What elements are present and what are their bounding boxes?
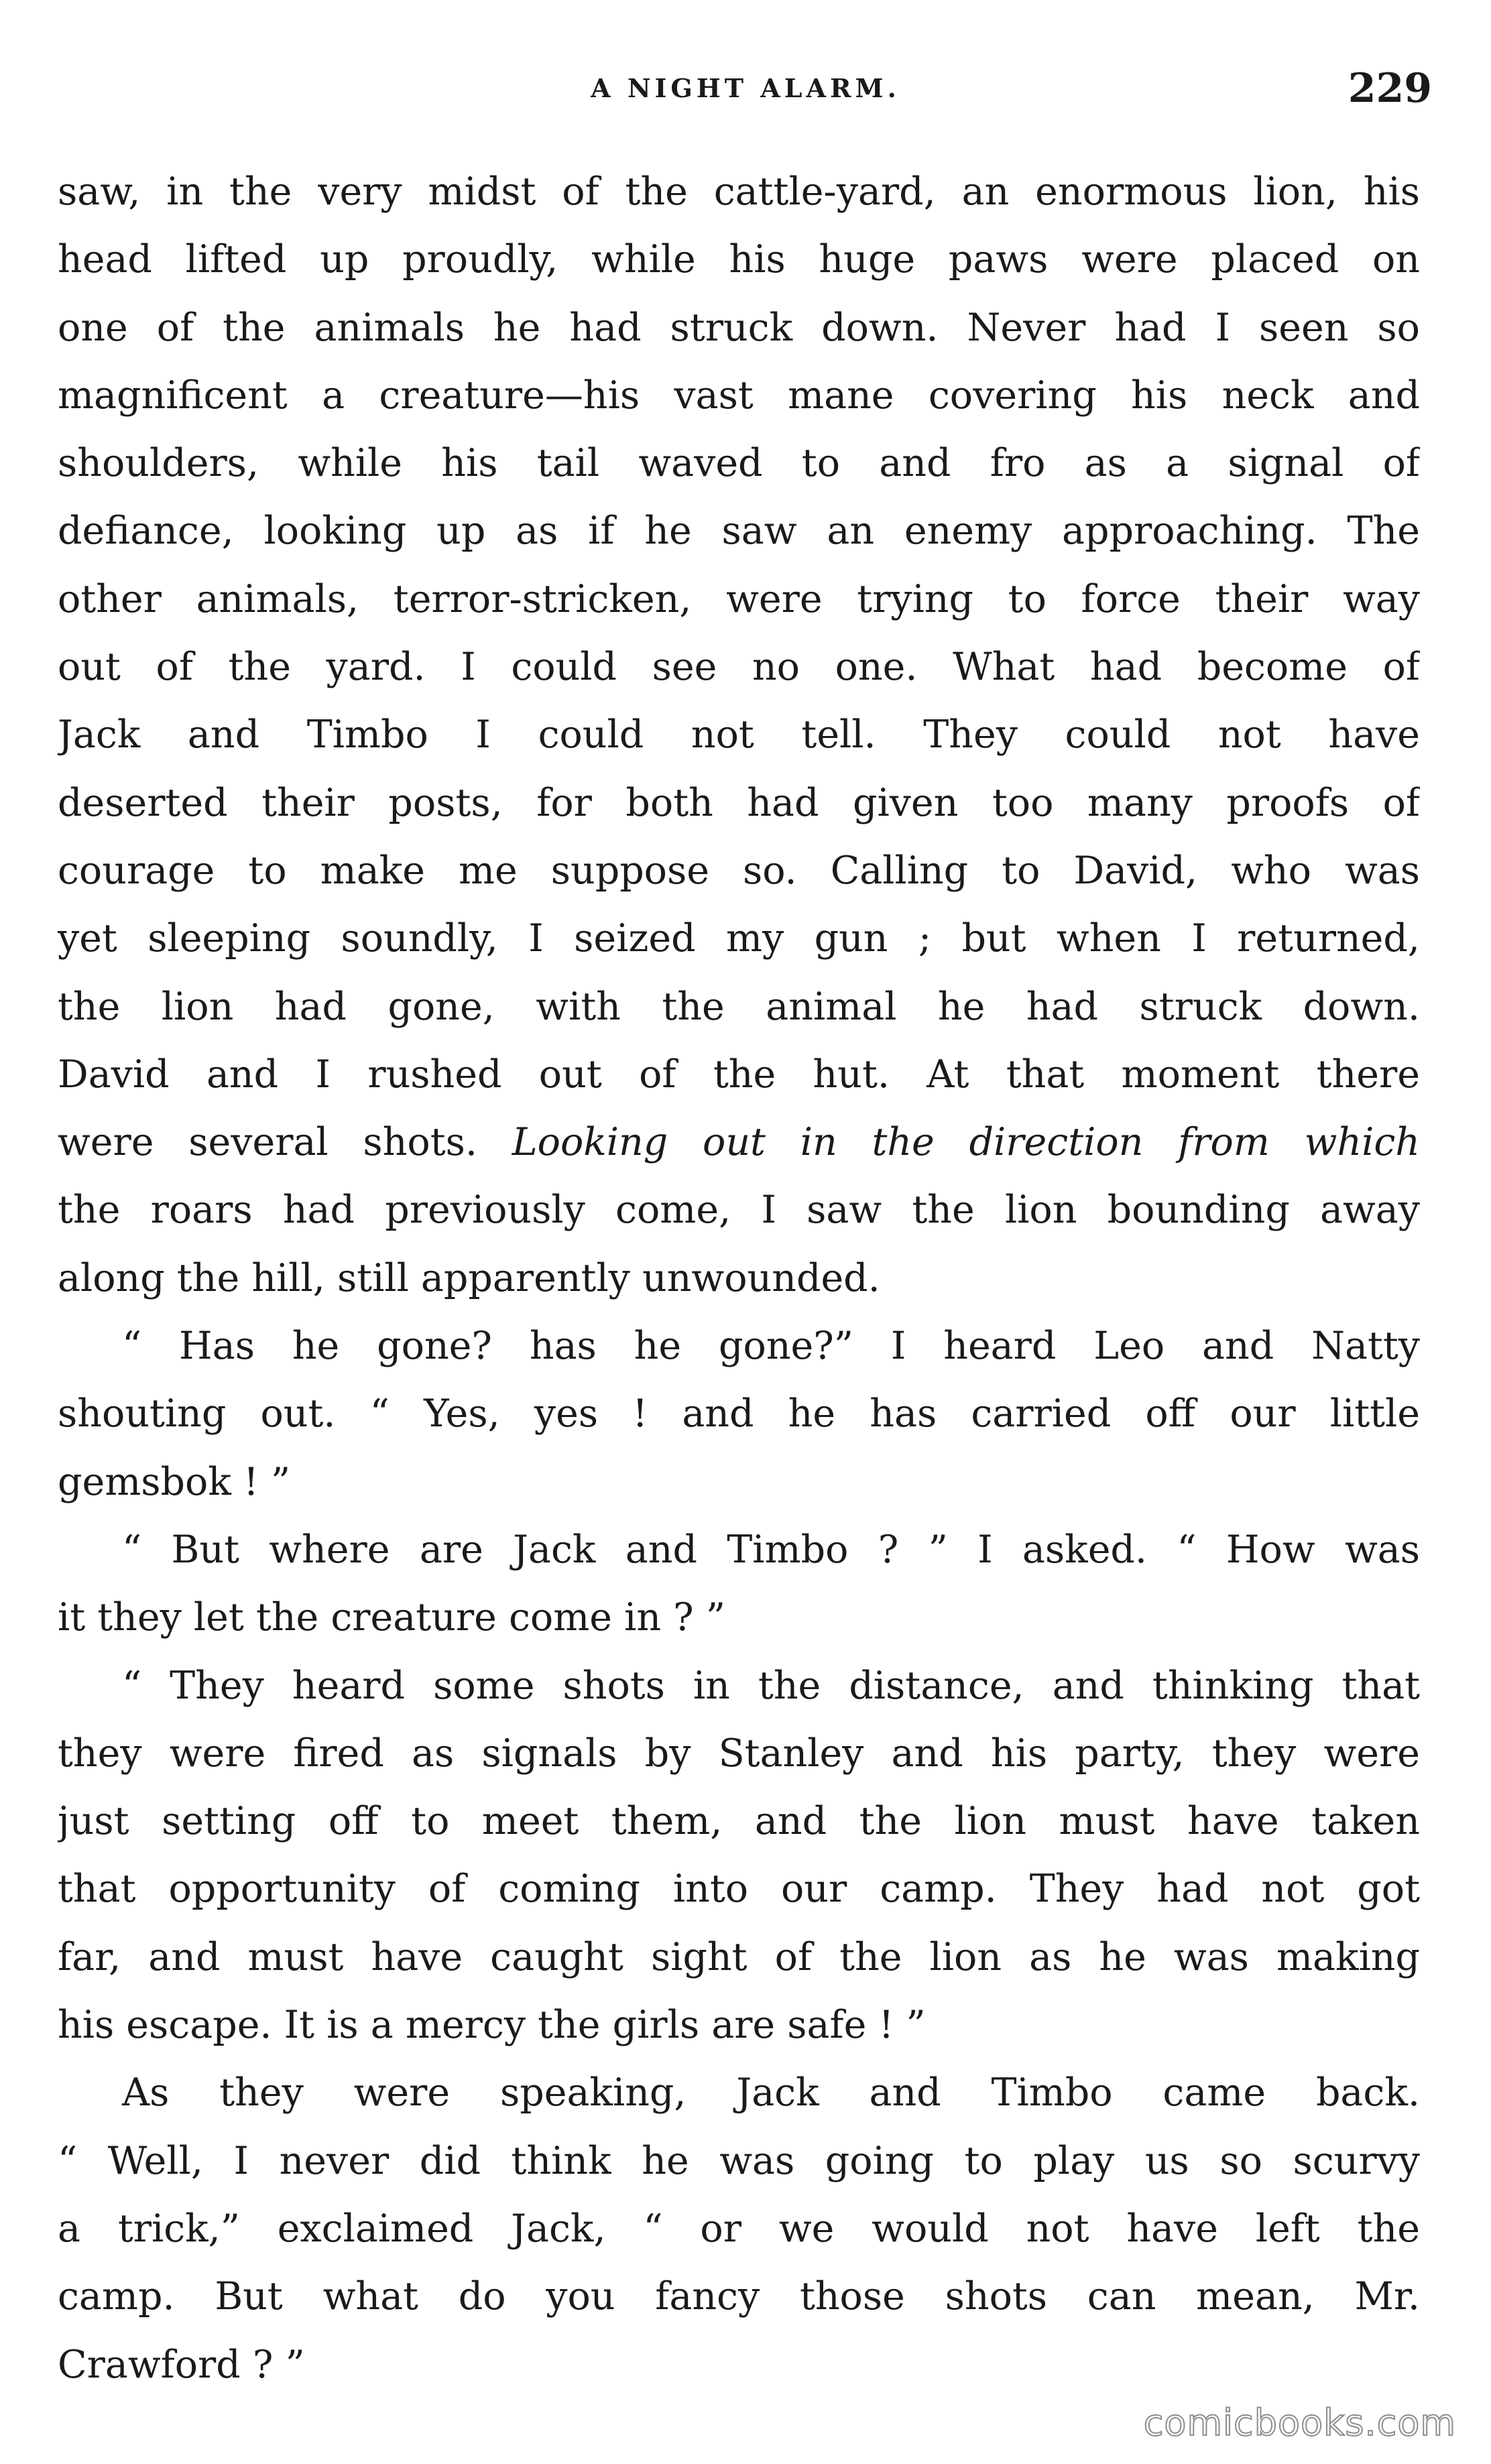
text-line-roman-part: were several shots. — [58, 1120, 477, 1165]
text-line: courage to make me suppose so. Calling to David, who was — [58, 848, 1420, 893]
text-line: shouting out. “ Yes, yes ! and he has carried off our little — [58, 1392, 1420, 1436]
text-line: other animals, terror-stricken, were trying to force their way — [58, 576, 1420, 621]
text-line: “ Has he gone? has he gone?” I heard Leo and Natty — [122, 1324, 1420, 1369]
text-line: along the hill, still apparently unwounded. — [58, 1255, 880, 1300]
page-number: 229 — [1348, 65, 1432, 112]
text-line: deserted their posts, for both had given too many proofs of — [58, 780, 1420, 825]
text-line: As they were speaking, Jack and Timbo came back. — [122, 2071, 1420, 2115]
text-line: just setting off to meet them, and the lion must have taken — [58, 1799, 1420, 1844]
text-line: gemsbok ! ” — [58, 1459, 291, 1504]
text-line: “ Well, I never did think he was going to play us so scurvy — [58, 2138, 1420, 2183]
text-line: shoulders, while his tail waved to and fro as a signal of — [58, 441, 1420, 486]
text-line: “ But where are Jack and Timbo ? ” I asked. “ How was — [122, 1527, 1420, 1572]
text-line: magnificent a creature—his vast mane covering his neck and — [58, 373, 1420, 418]
text-line: head lifted up proudly, while his huge paws were placed on — [58, 237, 1420, 282]
text-line: “ They heard some shots in the distance, and thinking that — [122, 1663, 1420, 1708]
running-title: A NIGHT ALARM. — [591, 73, 900, 103]
body-text — [58, 158, 1420, 2399]
text-line: the roars had previously come, I saw the lion bounding away — [58, 1188, 1420, 1233]
text-line: a trick,” exclaimed Jack, “ or we would not have left the — [58, 2206, 1420, 2251]
text-line: one of the animals he had struck down. Never had I seen so — [58, 305, 1420, 350]
text-line: David and I rushed out of the hut. At that moment there — [58, 1052, 1420, 1097]
text-line: it they let the creature come in ? ” — [58, 1595, 725, 1640]
text-line: out of the yard. I could see no one. What had become of — [58, 645, 1420, 690]
italic-phrase: Looking out in the direction from which — [512, 1120, 1420, 1165]
text-line: camp. But what do you fancy those shots can mean, Mr. — [58, 2274, 1420, 2319]
text-line: that opportunity of coming into our camp. They had not got — [58, 1867, 1420, 1912]
text-line: the lion had gone, with the animal he had struck down. — [58, 984, 1420, 1029]
text-line: Jack and Timbo I could not tell. They could not have — [58, 713, 1420, 757]
text-line: far, and must have caught sight of the lion as he was making — [58, 1934, 1420, 1979]
text-line: Crawford ? ” — [58, 2342, 305, 2387]
running-head — [59, 62, 1432, 115]
text-line: they were fired as signals by Stanley and his party, they were — [58, 1731, 1420, 1776]
watermark: comicbooks.com — [1143, 2402, 1456, 2444]
text-line: his escape. It is a mercy the girls are safe ! ” — [58, 2003, 926, 2048]
text-line: yet sleeping soundly, I seized my gun ; but when I returned, — [58, 916, 1420, 961]
text-line-with-italic — [58, 1109, 1420, 1176]
text-line: saw, in the very midst of the cattle-yard, an enormous lion, his — [58, 170, 1420, 214]
text-line: defiance, looking up as if he saw an enemy approaching. The — [58, 509, 1420, 554]
